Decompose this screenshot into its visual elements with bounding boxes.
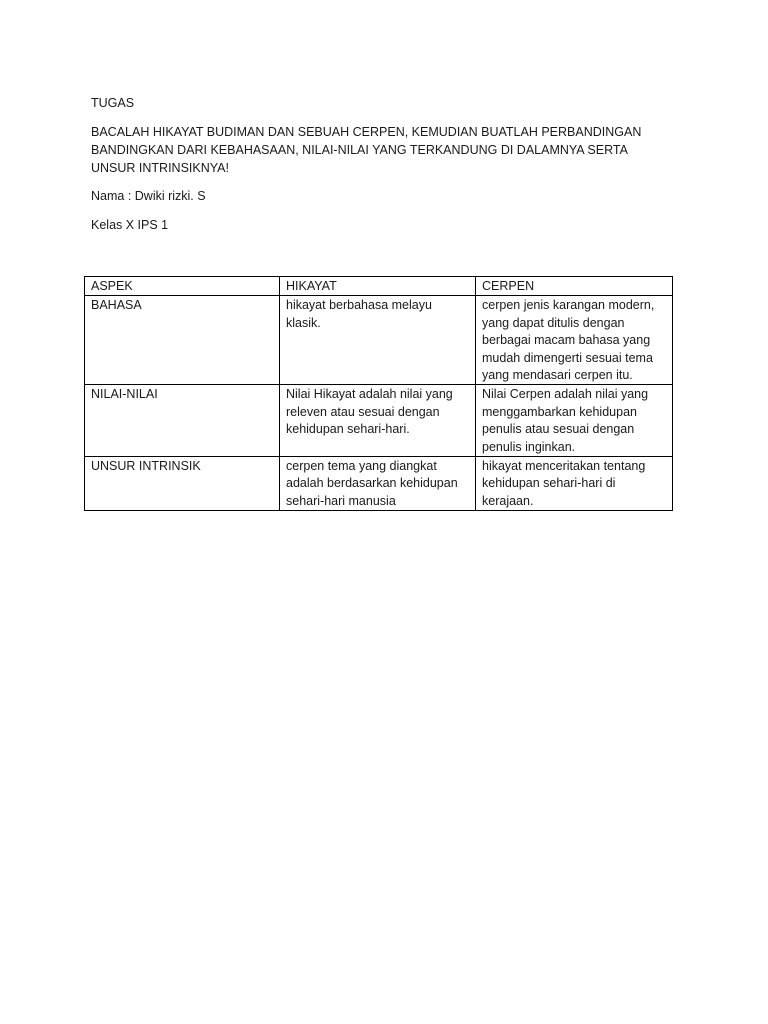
header-cerpen: CERPEN xyxy=(476,277,673,296)
cell-cerpen: Nilai Cerpen adalah nilai yang menggambarkan kehidupan penulis atau sesuai dengan penulis inginkan. xyxy=(476,385,673,457)
cell-cerpen: hikayat menceritakan tentang kehidupan sehari-hari di kerajaan. xyxy=(476,457,673,511)
assignment-instruction: BACALAH HIKAYAT BUDIMAN DAN SEBUAH CERPEN, KEMUDIAN BUATLAH PERBANDINGAN BANDINGKAN DARI KEBAHASAAN, NILAI-NILAI YANG TERKANDUNG DI DALAMNYA SERTA UNSUR INTRINSIKNYA! xyxy=(91,125,642,175)
cell-hikayat: Nilai Hikayat adalah nilai yang releven atau sesuai dengan kehidupan sehari-hari. xyxy=(280,385,476,457)
header-aspek: ASPEK xyxy=(85,277,280,296)
table-header-row xyxy=(85,277,673,296)
cell-aspek: NILAI-NILAI xyxy=(85,385,280,457)
cell-aspek: BAHASA xyxy=(85,296,280,385)
cell-aspek: UNSUR INTRINSIK xyxy=(85,457,280,511)
cell-hikayat: cerpen tema yang diangkat adalah berdasarkan kehidupan sehari-hari manusia xyxy=(280,457,476,511)
cell-hikayat: hikayat berbahasa melayu klasik. xyxy=(280,296,476,385)
table-row xyxy=(85,296,673,385)
document-title: TUGAS xyxy=(91,96,135,110)
comparison-table xyxy=(84,276,673,511)
cell-cerpen: cerpen jenis karangan modern, yang dapat ditulis dengan berbagai macam bahasa yang mudah dimengerti sesuai tema yang mendasari cerpen itu. xyxy=(476,296,673,385)
student-class: Kelas X IPS 1 xyxy=(91,218,169,232)
student-name: Nama : Dwiki rizki. S xyxy=(91,189,206,203)
header-hikayat: HIKAYAT xyxy=(280,277,476,296)
table-row xyxy=(85,457,673,511)
table-row xyxy=(85,385,673,457)
document-body xyxy=(91,95,681,234)
